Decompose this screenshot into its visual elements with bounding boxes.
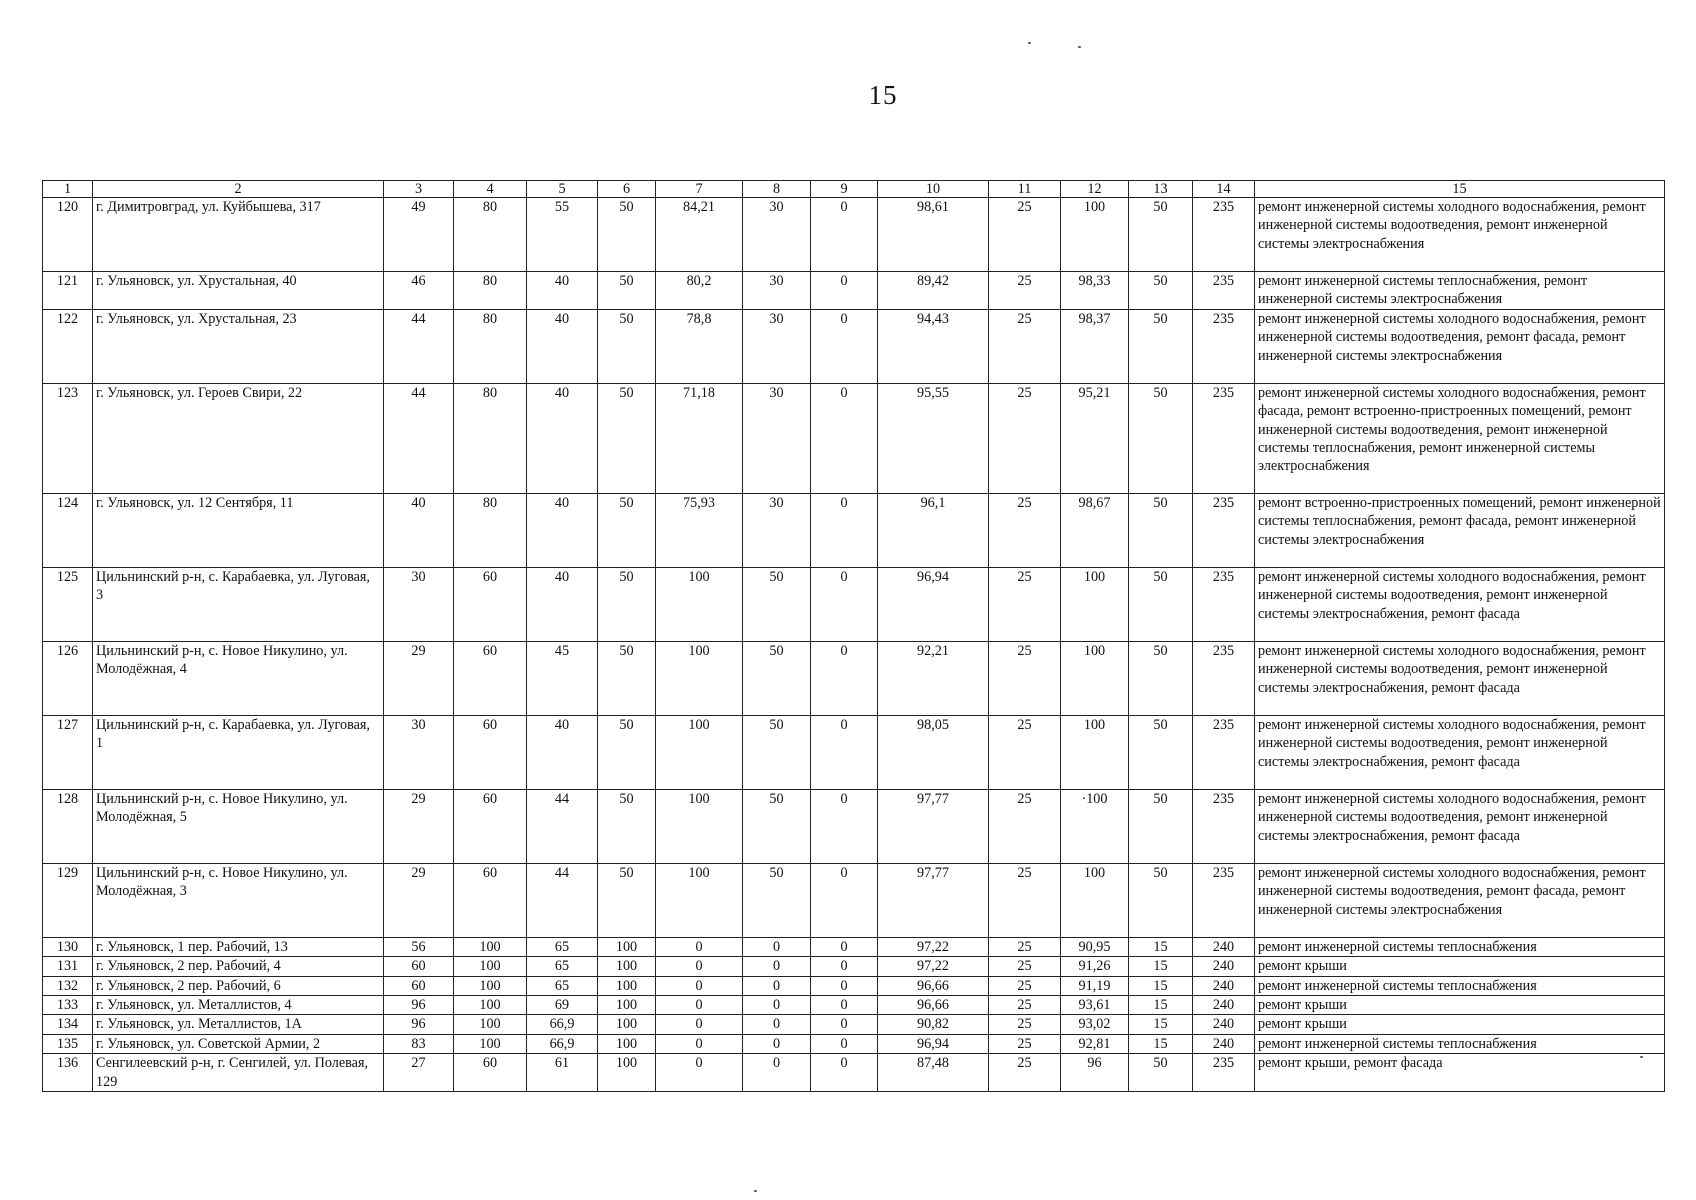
works-cell: ремонт инженерной системы теплоснабжения	[1255, 1034, 1665, 1053]
value-cell: 75,93	[656, 493, 743, 567]
value-cell: 50	[598, 198, 656, 272]
works-cell: ремонт инженерной системы холодного водоснабжения, ремонт инженерной системы водоотведения, ремонт фасада, ремонт инженерной системы электроснабжения	[1255, 309, 1665, 383]
value-cell: 96	[1061, 1054, 1129, 1092]
table-row	[43, 493, 1665, 567]
address-cell: г. Димитровград, ул. Куйбышева, 317	[93, 198, 384, 272]
value-cell: 235	[1193, 641, 1255, 715]
value-cell: 98,67	[1061, 493, 1129, 567]
value-cell: 0	[811, 309, 878, 383]
value-cell: 50	[1129, 715, 1193, 789]
value-cell: 0	[743, 976, 811, 995]
value-cell: 50	[598, 789, 656, 863]
row-number: 121	[43, 272, 93, 310]
row-number: 120	[43, 198, 93, 272]
scan-speck	[1028, 42, 1031, 44]
value-cell: 0	[811, 493, 878, 567]
value-cell: 15	[1129, 1034, 1193, 1053]
table-row	[43, 641, 1665, 715]
value-cell: 29	[384, 641, 454, 715]
table-row	[43, 957, 1665, 976]
table-row	[43, 996, 1665, 1015]
value-cell: 98,61	[878, 198, 989, 272]
value-cell: 0	[743, 996, 811, 1015]
value-cell: 29	[384, 863, 454, 937]
value-cell: 0	[743, 1034, 811, 1053]
value-cell: 0	[811, 641, 878, 715]
value-cell: 100	[454, 996, 527, 1015]
value-cell: 27	[384, 1054, 454, 1092]
works-cell: ремонт встроенно-пристроенных помещений, ремонт инженерной системы теплоснабжения, ремонт фасада, ремонт инженерной системы электроснабжения	[1255, 493, 1665, 567]
works-cell: ремонт крыши, ремонт фасада	[1255, 1054, 1665, 1092]
value-cell: 240	[1193, 976, 1255, 995]
row-number: 122	[43, 309, 93, 383]
works-cell: ремонт крыши	[1255, 996, 1665, 1015]
value-cell: 0	[811, 1034, 878, 1053]
row-number: 134	[43, 1015, 93, 1034]
column-header: 6	[598, 181, 656, 198]
value-cell: 90,95	[1061, 937, 1129, 956]
table-row	[43, 863, 1665, 937]
column-header: 14	[1193, 181, 1255, 198]
value-cell: 235	[1193, 1054, 1255, 1092]
value-cell: 0	[811, 863, 878, 937]
column-header: 4	[454, 181, 527, 198]
value-cell: 50	[1129, 1054, 1193, 1092]
address-cell: г. Ульяновск, ул. Металлистов, 4	[93, 996, 384, 1015]
value-cell: 78,8	[656, 309, 743, 383]
address-cell: г. Ульяновск, 2 пер. Рабочий, 6	[93, 976, 384, 995]
address-cell: г. Ульяновск, ул. 12 Сентября, 11	[93, 493, 384, 567]
header-row	[43, 181, 1665, 198]
table-row	[43, 567, 1665, 641]
address-cell: Цильнинский р-н, с. Карабаевка, ул. Луговая, 3	[93, 567, 384, 641]
value-cell: 96,66	[878, 976, 989, 995]
value-cell: 0	[656, 976, 743, 995]
address-cell: Сенгилеевский р-н, г. Сенгилей, ул. Полевая, 129	[93, 1054, 384, 1092]
value-cell: 80	[454, 272, 527, 310]
value-cell: 15	[1129, 996, 1193, 1015]
value-cell: 50	[743, 641, 811, 715]
value-cell: 40	[527, 715, 598, 789]
value-cell: 91,19	[1061, 976, 1129, 995]
value-cell: 25	[989, 1054, 1061, 1092]
value-cell: 94,43	[878, 309, 989, 383]
value-cell: 15	[1129, 976, 1193, 995]
value-cell: 50	[1129, 789, 1193, 863]
column-header: 2	[93, 181, 384, 198]
value-cell: 44	[384, 309, 454, 383]
column-header: 5	[527, 181, 598, 198]
value-cell: 69	[527, 996, 598, 1015]
value-cell: 60	[454, 789, 527, 863]
value-cell: 0	[811, 715, 878, 789]
column-header: 11	[989, 181, 1061, 198]
value-cell: 25	[989, 493, 1061, 567]
value-cell: 25	[989, 383, 1061, 493]
value-cell: 50	[1129, 641, 1193, 715]
value-cell: 0	[811, 567, 878, 641]
value-cell: 56	[384, 937, 454, 956]
value-cell: 50	[598, 863, 656, 937]
column-header: 3	[384, 181, 454, 198]
address-cell: г. Ульяновск, 2 пер. Рабочий, 4	[93, 957, 384, 976]
value-cell: 0	[743, 1015, 811, 1034]
value-cell: 15	[1129, 1015, 1193, 1034]
value-cell: 25	[989, 715, 1061, 789]
address-cell: Цильнинский р-н, с. Новое Никулино, ул. Молодёжная, 5	[93, 789, 384, 863]
value-cell: 0	[743, 1054, 811, 1092]
value-cell: 235	[1193, 567, 1255, 641]
row-number: 131	[43, 957, 93, 976]
value-cell: 96	[384, 996, 454, 1015]
row-number: 123	[43, 383, 93, 493]
value-cell: 45	[527, 641, 598, 715]
table-row	[43, 309, 1665, 383]
value-cell: 71,18	[656, 383, 743, 493]
works-cell: ремонт инженерной системы теплоснабжения	[1255, 937, 1665, 956]
value-cell: 50	[743, 567, 811, 641]
value-cell: 25	[989, 976, 1061, 995]
value-cell: 0	[743, 957, 811, 976]
row-number: 128	[43, 789, 93, 863]
scan-speck	[754, 1190, 757, 1192]
value-cell: 50	[743, 789, 811, 863]
value-cell: 240	[1193, 957, 1255, 976]
value-cell: 80	[454, 493, 527, 567]
row-number: 129	[43, 863, 93, 937]
value-cell: 30	[743, 198, 811, 272]
value-cell: 80	[454, 309, 527, 383]
row-number: 132	[43, 976, 93, 995]
value-cell: 44	[527, 863, 598, 937]
value-cell: 0	[811, 383, 878, 493]
value-cell: 89,42	[878, 272, 989, 310]
value-cell: 100	[454, 976, 527, 995]
value-cell: 55	[527, 198, 598, 272]
value-cell: 25	[989, 309, 1061, 383]
value-cell: 40	[527, 493, 598, 567]
row-number: 126	[43, 641, 93, 715]
value-cell: 80	[454, 383, 527, 493]
value-cell: 100	[656, 863, 743, 937]
value-cell: 25	[989, 863, 1061, 937]
address-cell: г. Ульяновск, ул. Советской Армии, 2	[93, 1034, 384, 1053]
table-row	[43, 715, 1665, 789]
value-cell: 65	[527, 937, 598, 956]
column-header: 13	[1129, 181, 1193, 198]
value-cell: 46	[384, 272, 454, 310]
address-cell: г. Ульяновск, ул. Металлистов, 1А	[93, 1015, 384, 1034]
value-cell: 100	[656, 567, 743, 641]
value-cell: 60	[454, 715, 527, 789]
value-cell: 0	[811, 1054, 878, 1092]
value-cell: 40	[527, 309, 598, 383]
value-cell: 100	[656, 789, 743, 863]
value-cell: 0	[811, 198, 878, 272]
value-cell: 235	[1193, 863, 1255, 937]
value-cell: 100	[454, 1015, 527, 1034]
value-cell: 235	[1193, 715, 1255, 789]
value-cell: 240	[1193, 1015, 1255, 1034]
value-cell: 100	[1061, 567, 1129, 641]
value-cell: 235	[1193, 309, 1255, 383]
value-cell: 25	[989, 272, 1061, 310]
table-body	[43, 198, 1665, 1092]
value-cell: 44	[384, 383, 454, 493]
value-cell: 25	[989, 937, 1061, 956]
value-cell: 100	[598, 937, 656, 956]
value-cell: 30	[743, 383, 811, 493]
value-cell: 50	[743, 863, 811, 937]
value-cell: 100	[454, 937, 527, 956]
value-cell: 93,61	[1061, 996, 1129, 1015]
value-cell: 0	[656, 1034, 743, 1053]
value-cell: 93,02	[1061, 1015, 1129, 1034]
address-cell: г. Ульяновск, 1 пер. Рабочий, 13	[93, 937, 384, 956]
value-cell: 98,33	[1061, 272, 1129, 310]
row-number: 125	[43, 567, 93, 641]
value-cell: 50	[598, 272, 656, 310]
value-cell: 0	[656, 1015, 743, 1034]
value-cell: 50	[598, 493, 656, 567]
value-cell: 84,21	[656, 198, 743, 272]
value-cell: 0	[656, 957, 743, 976]
value-cell: 100	[656, 715, 743, 789]
works-cell: ремонт инженерной системы холодного водоснабжения, ремонт фасада, ремонт встроенно-пристроенных помещений, ремонт инженерной системы водоотведения, ремонт инженерной системы теплоснабжения, ремонт инженерной системы электроснабжения	[1255, 383, 1665, 493]
value-cell: 50	[1129, 383, 1193, 493]
value-cell: 50	[1129, 863, 1193, 937]
table-row	[43, 383, 1665, 493]
value-cell: 92,21	[878, 641, 989, 715]
column-header: 9	[811, 181, 878, 198]
row-number: 135	[43, 1034, 93, 1053]
value-cell: 100	[598, 996, 656, 1015]
row-number: 133	[43, 996, 93, 1015]
value-cell: 25	[989, 1034, 1061, 1053]
address-cell: Цильнинский р-н, с. Карабаевка, ул. Луговая, 1	[93, 715, 384, 789]
value-cell: 100	[598, 957, 656, 976]
works-cell: ремонт инженерной системы теплоснабжения	[1255, 976, 1665, 995]
value-cell: 25	[989, 641, 1061, 715]
value-cell: 60	[384, 957, 454, 976]
value-cell: 98,05	[878, 715, 989, 789]
row-number: 136	[43, 1054, 93, 1092]
value-cell: 50	[1129, 272, 1193, 310]
value-cell: 100	[598, 976, 656, 995]
value-cell: 100	[454, 1034, 527, 1053]
works-cell: ремонт инженерной системы холодного водоснабжения, ремонт инженерной системы водоотведения, ремонт фасада, ремонт инженерной системы электроснабжения	[1255, 863, 1665, 937]
value-cell: 60	[384, 976, 454, 995]
address-cell: Цильнинский р-н, с. Новое Никулино, ул. Молодёжная, 4	[93, 641, 384, 715]
value-cell: 50	[1129, 198, 1193, 272]
value-cell: 44	[527, 789, 598, 863]
value-cell: 100	[454, 957, 527, 976]
value-cell: 80	[454, 198, 527, 272]
value-cell: 83	[384, 1034, 454, 1053]
value-cell: 90,82	[878, 1015, 989, 1034]
value-cell: 25	[989, 198, 1061, 272]
value-cell: 235	[1193, 789, 1255, 863]
value-cell: 95,21	[1061, 383, 1129, 493]
table-row	[43, 1054, 1665, 1092]
value-cell: 240	[1193, 1034, 1255, 1053]
value-cell: 235	[1193, 272, 1255, 310]
value-cell: 92,81	[1061, 1034, 1129, 1053]
row-number: 130	[43, 937, 93, 956]
value-cell: 0	[811, 272, 878, 310]
value-cell: 97,22	[878, 937, 989, 956]
value-cell: 60	[454, 1054, 527, 1092]
value-cell: 50	[598, 383, 656, 493]
value-cell: 97,77	[878, 863, 989, 937]
value-cell: 50	[598, 641, 656, 715]
value-cell: 0	[656, 937, 743, 956]
works-cell: ремонт крыши	[1255, 957, 1665, 976]
value-cell: 15	[1129, 937, 1193, 956]
value-cell: 100	[1061, 641, 1129, 715]
column-header: 10	[878, 181, 989, 198]
works-cell: ремонт инженерной системы теплоснабжения, ремонт инженерной системы электроснабжения	[1255, 272, 1665, 310]
works-cell: ремонт инженерной системы холодного водоснабжения, ремонт инженерной системы водоотведения, ремонт инженерной системы электроснабжения, ремонт фасада	[1255, 715, 1665, 789]
value-cell: 50	[598, 309, 656, 383]
value-cell: 100	[1061, 863, 1129, 937]
value-cell: 60	[454, 863, 527, 937]
works-cell: ремонт инженерной системы холодного водоснабжения, ремонт инженерной системы водоотведения, ремонт инженерной системы электроснабжения	[1255, 198, 1665, 272]
column-header: 7	[656, 181, 743, 198]
column-header: 8	[743, 181, 811, 198]
value-cell: 66,9	[527, 1034, 598, 1053]
value-cell: 96,66	[878, 996, 989, 1015]
address-cell: г. Ульяновск, ул. Хрустальная, 23	[93, 309, 384, 383]
value-cell: 100	[1061, 715, 1129, 789]
value-cell: ·100	[1061, 789, 1129, 863]
value-cell: 240	[1193, 937, 1255, 956]
value-cell: 40	[384, 493, 454, 567]
value-cell: 60	[454, 641, 527, 715]
value-cell: 61	[527, 1054, 598, 1092]
value-cell: 25	[989, 957, 1061, 976]
table-row	[43, 272, 1665, 310]
value-cell: 80,2	[656, 272, 743, 310]
value-cell: 100	[656, 641, 743, 715]
column-header: 12	[1061, 181, 1129, 198]
value-cell: 96,94	[878, 1034, 989, 1053]
value-cell: 50	[598, 567, 656, 641]
value-cell: 100	[1061, 198, 1129, 272]
value-cell: 0	[656, 996, 743, 1015]
works-cell: ремонт крыши	[1255, 1015, 1665, 1034]
value-cell: 50	[743, 715, 811, 789]
value-cell: 100	[598, 1054, 656, 1092]
value-cell: 50	[1129, 309, 1193, 383]
value-cell: 97,77	[878, 789, 989, 863]
value-cell: 240	[1193, 996, 1255, 1015]
value-cell: 0	[811, 976, 878, 995]
value-cell: 50	[1129, 493, 1193, 567]
table-row	[43, 198, 1665, 272]
value-cell: 0	[811, 957, 878, 976]
value-cell: 0	[811, 996, 878, 1015]
value-cell: 40	[527, 272, 598, 310]
value-cell: 25	[989, 1015, 1061, 1034]
page-number: 15	[868, 80, 898, 110]
value-cell: 50	[598, 715, 656, 789]
value-cell: 0	[811, 789, 878, 863]
value-cell: 87,48	[878, 1054, 989, 1092]
works-cell: ремонт инженерной системы холодного водоснабжения, ремонт инженерной системы водоотведения, ремонт инженерной системы электроснабжения, ремонт фасада	[1255, 641, 1665, 715]
value-cell: 30	[384, 715, 454, 789]
value-cell: 49	[384, 198, 454, 272]
row-number: 127	[43, 715, 93, 789]
value-cell: 30	[743, 272, 811, 310]
scan-speck	[1078, 46, 1081, 48]
table-row	[43, 937, 1665, 956]
table-row	[43, 1015, 1665, 1034]
table-row	[43, 1034, 1665, 1053]
table-row	[43, 789, 1665, 863]
table-row	[43, 976, 1665, 995]
column-header: 1	[43, 181, 93, 198]
value-cell: 96,1	[878, 493, 989, 567]
value-cell: 50	[1129, 567, 1193, 641]
value-cell: 0	[811, 937, 878, 956]
value-cell: 235	[1193, 383, 1255, 493]
value-cell: 66,9	[527, 1015, 598, 1034]
value-cell: 0	[811, 1015, 878, 1034]
registry-table	[42, 180, 1665, 1092]
address-cell: г. Ульяновск, ул. Хрустальная, 40	[93, 272, 384, 310]
value-cell: 95,55	[878, 383, 989, 493]
value-cell: 60	[454, 567, 527, 641]
address-cell: Цильнинский р-н, с. Новое Никулино, ул. Молодёжная, 3	[93, 863, 384, 937]
value-cell: 65	[527, 957, 598, 976]
works-cell: ремонт инженерной системы холодного водоснабжения, ремонт инженерной системы водоотведения, ремонт инженерной системы электроснабжения, ремонт фасада	[1255, 567, 1665, 641]
row-number: 124	[43, 493, 93, 567]
value-cell: 97,22	[878, 957, 989, 976]
value-cell: 96	[384, 1015, 454, 1034]
value-cell: 0	[743, 937, 811, 956]
value-cell: 40	[527, 567, 598, 641]
value-cell: 30	[743, 493, 811, 567]
value-cell: 25	[989, 996, 1061, 1015]
value-cell: 100	[598, 1015, 656, 1034]
value-cell: 0	[656, 1054, 743, 1092]
value-cell: 40	[527, 383, 598, 493]
value-cell: 30	[743, 309, 811, 383]
value-cell: 25	[989, 789, 1061, 863]
value-cell: 100	[598, 1034, 656, 1053]
value-cell: 30	[384, 567, 454, 641]
value-cell: 235	[1193, 493, 1255, 567]
column-header: 15	[1255, 181, 1665, 198]
value-cell: 29	[384, 789, 454, 863]
works-cell: ремонт инженерной системы холодного водоснабжения, ремонт инженерной системы водоотведения, ремонт инженерной системы электроснабжения, ремонт фасада	[1255, 789, 1665, 863]
value-cell: 25	[989, 567, 1061, 641]
value-cell: 235	[1193, 198, 1255, 272]
value-cell: 91,26	[1061, 957, 1129, 976]
address-cell: г. Ульяновск, ул. Героев Свири, 22	[93, 383, 384, 493]
value-cell: 65	[527, 976, 598, 995]
value-cell: 98,37	[1061, 309, 1129, 383]
value-cell: 96,94	[878, 567, 989, 641]
value-cell: 15	[1129, 957, 1193, 976]
